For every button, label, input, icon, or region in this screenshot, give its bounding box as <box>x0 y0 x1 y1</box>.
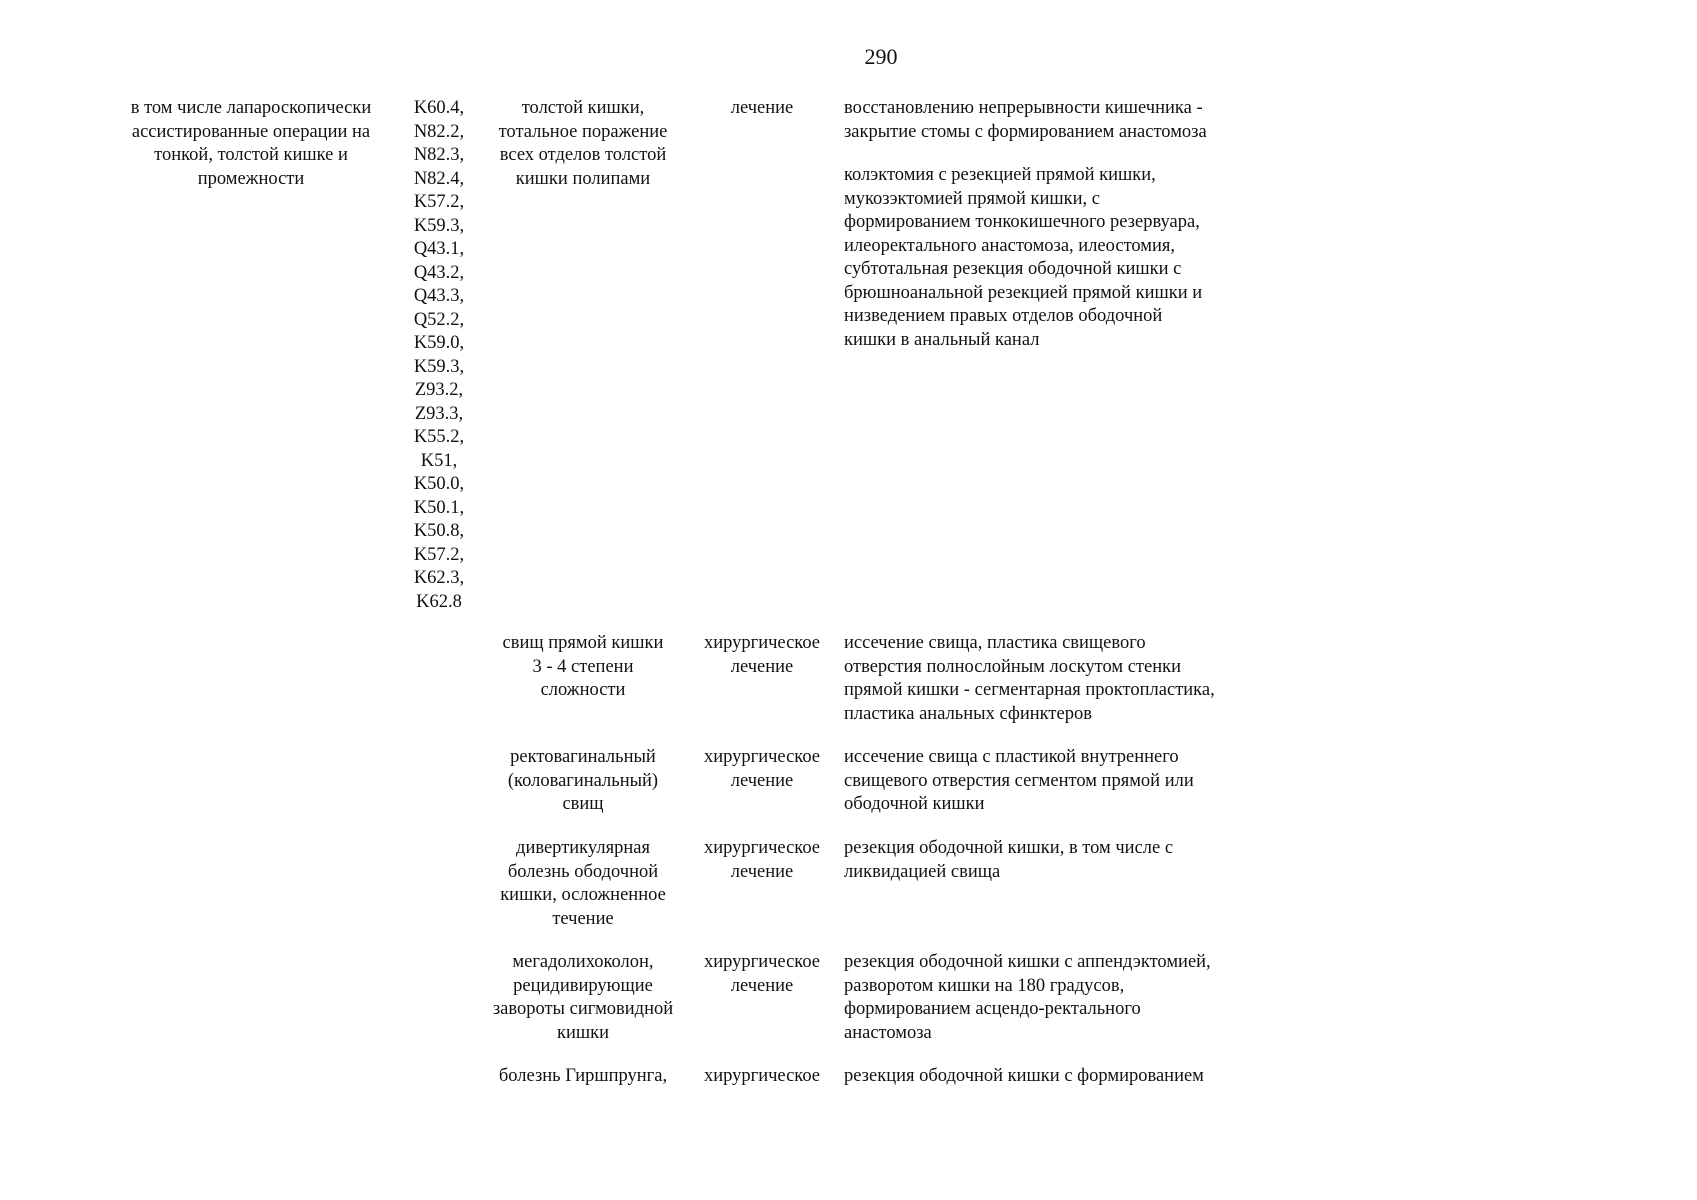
disease-cell: болезнь Гиршпрунга, <box>498 1066 668 1086</box>
page-number: 290 <box>864 44 898 69</box>
method-cell: колэктомия с резекцией прямой кишки, мукозэктомией прямой кишки, с формированием тонкокишечного резервуара, илеоректального анастомоза, илеостомия, субтотальная резекция ободочной кишки с брюшноанальной резекцией прямой кишки и низведением правых отделов ободочной кишки в анальный канал <box>844 165 1203 350</box>
treatment-type-cell: хирургическое лечение <box>703 952 821 996</box>
method-cell: иссечение свища с пластикой внутреннего свищевого отверстия сегментом прямой или ободочной кишки <box>844 747 1194 814</box>
disease-cell: мегадолихоколон, рецидивирующие завороты сигмовидной кишки <box>492 952 674 1043</box>
disease-cell: ректовагинальный (коловагинальный) свищ <box>507 747 659 814</box>
method-cell: иссечение свища, пластика свищевого отверстия полнослойным лоскутом стенки прямой кишки - сегментарная проктопластика, пластика анальных сфинктеров <box>844 633 1215 724</box>
group-name: в том числе лапароскопически ассистированные операции на тонкой, толстой кишке и промежности <box>130 98 372 189</box>
treatment-type-cell: лечение <box>730 98 794 118</box>
method-cell: резекция ободочной кишки, в том числе с ликвидацией свища <box>844 838 1174 882</box>
method-cell: резекция ободочной кишки с формированием <box>844 1066 1204 1086</box>
method-cell: резекция ободочной кишки с аппендэктомией, разворотом кишки на 180 градусов, формированием асцендо-ректального анастомоза <box>844 952 1211 1043</box>
treatment-type-cell: хирургическое лечение <box>703 838 821 882</box>
treatment-type-cell: хирургическое лечение <box>703 633 821 677</box>
disease-cell: свищ прямой кишки 3 - 4 степени сложности <box>502 633 664 700</box>
disease-cell: толстой кишки, тотальное поражение всех отделов толстой кишки полипами <box>498 98 668 189</box>
treatment-type-cell: хирургическое <box>703 1066 821 1086</box>
treatment-type-cell: хирургическое лечение <box>703 747 821 791</box>
method-cell: восстановлению непрерывности кишечника - закрытие стомы с формированием анастомоза <box>844 98 1207 142</box>
disease-cell: дивертикулярная болезнь ободочной кишки, осложненное течение <box>500 838 666 929</box>
icd-codes: K60.4, N82.2, N82.3, N82.4, K57.2, K59.3, Q43.1, Q43.2, Q43.3, Q52.2, K59.0, K59.3, Z93.2, Z93.3, K55.2, K51, K50.0, K50.1, K50.8, K57.2, K62.3, K62.8 <box>413 98 465 612</box>
